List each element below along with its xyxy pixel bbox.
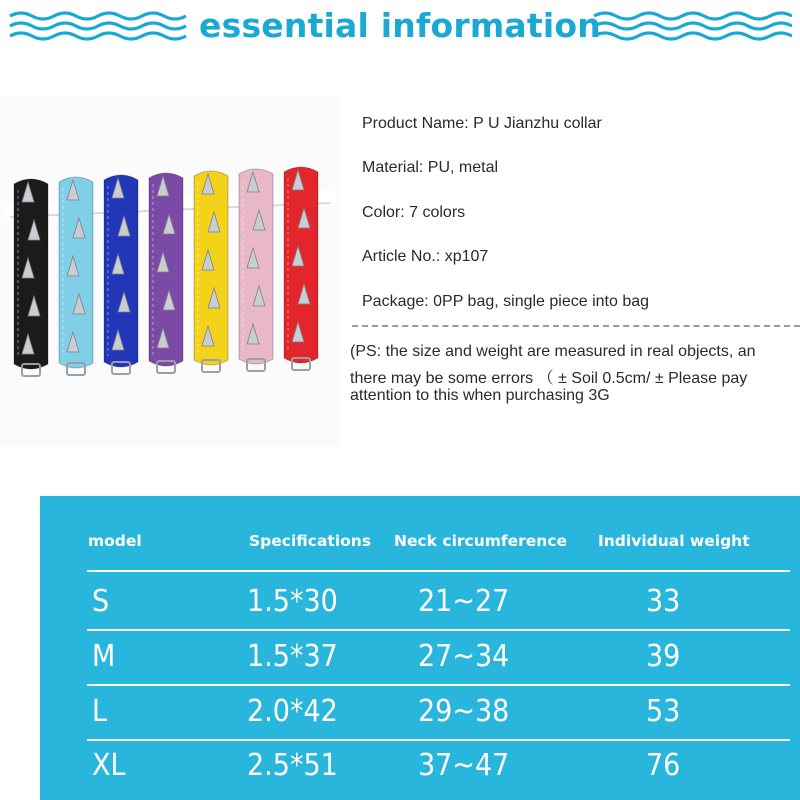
header: [0, 0, 800, 60]
cell-weight: 53: [646, 694, 681, 729]
cell-specifications: 1.5*30: [247, 584, 338, 619]
cell-weight: 76: [646, 748, 681, 783]
cell-model: L: [92, 694, 108, 729]
cell-weight: 33: [646, 584, 681, 619]
dashed-divider: [352, 325, 800, 327]
info-color: Color: 7 colors: [362, 204, 466, 221]
cell-weight: 39: [646, 639, 681, 674]
cell-model: XL: [92, 748, 126, 783]
info-package: Package: 0PP bag, single piece into bag: [362, 293, 650, 310]
cell-neck-circumference: 21~27: [418, 584, 510, 619]
header-specifications: Specifications: [249, 532, 372, 550]
collars-illustration: [0, 96, 340, 446]
header-neck-circumference: Neck circumference: [394, 532, 568, 550]
page-title: essential information: [199, 6, 601, 45]
note-line: (PS: the size and weight are measured in real objects, an: [350, 343, 756, 360]
row-divider: [87, 629, 790, 631]
cell-specifications: 2.5*51: [247, 748, 338, 783]
cell-neck-circumference: 29~38: [418, 694, 510, 729]
cell-neck-circumference: 37~47: [418, 748, 510, 783]
header-individual-weight: Individual weight: [598, 532, 750, 550]
size-table: [40, 496, 800, 800]
note-line: attention to this when purchasing 3G: [350, 387, 610, 404]
cell-model: M: [92, 639, 116, 674]
info-product-name: Product Name: P U Jianzhu collar: [362, 115, 602, 132]
wave-decoration-right: [592, 10, 792, 44]
product-photo: [0, 96, 340, 446]
row-divider: [87, 739, 790, 741]
cell-model: S: [92, 584, 110, 619]
cell-neck-circumference: 27~34: [418, 639, 510, 674]
cell-specifications: 2.0*42: [247, 694, 338, 729]
header-model: model: [88, 532, 142, 550]
cell-specifications: 1.5*37: [247, 639, 338, 674]
row-divider: [87, 570, 790, 572]
note-line: there may be some errors （ ± Soil 0.5cm/ ± Please pay: [350, 370, 748, 387]
info-article-no: Article No.: xp107: [362, 248, 489, 265]
row-divider: [87, 684, 790, 686]
info-material: Material: PU, metal: [362, 159, 499, 176]
